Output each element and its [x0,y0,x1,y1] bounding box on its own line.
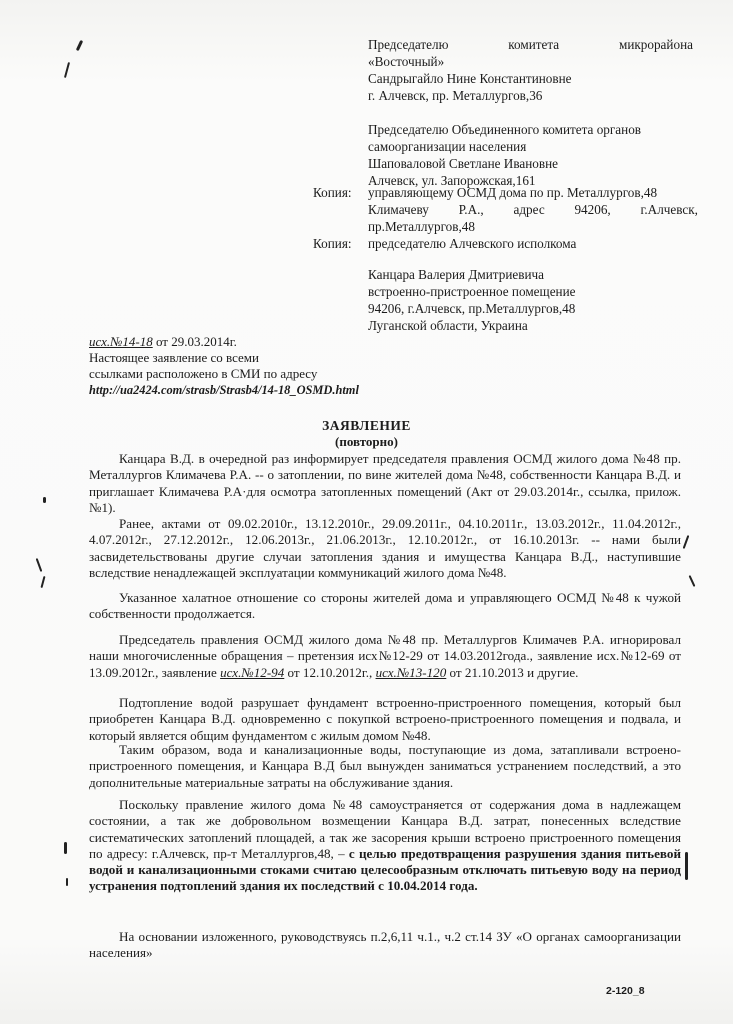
outgoing-number-link: исх.№13-120 [375,664,447,680]
copy-word: г.Алчевск, [640,202,698,217]
document-subtitle: (повторно) [335,434,398,449]
reference-number-line [89,334,359,350]
body-paragraph-2 [89,516,681,581]
paragraph-segment: от 21.10.2013 и другие. [446,664,579,680]
copy-text: управляющему ОСМД дома по пр. Металлургов,48 [368,185,658,200]
margin-pen-mark [64,62,70,78]
copy-recipient-ispolkom [313,235,698,252]
addressee-committee-vostochny [368,36,693,104]
addressee-line [368,36,693,53]
sender-line: 94206, г.Алчевск, пр.Металлургов,48 [368,301,576,316]
copy-word: адрес [513,202,545,217]
margin-pen-mark [40,576,45,588]
paragraph-text: Таким образом, вода и канализационные воды, поступающие из дома, затапливали встроено-пристроенного помещения, и Канцара В.Д был вынужден заниматься устранением последствий, а это дополнительные материальные затраты на обслуживание здания. [89,742,681,790]
margin-pen-mark [64,842,67,854]
copy-word: Климачеву [368,202,429,217]
footer-code: 2-120_8 [606,985,645,997]
addressee-line: Сандрыгайло Нине Константиновне [368,71,572,86]
addressee-united-committee [368,121,693,189]
reference-block [89,334,359,398]
addressee-line: Председателю Объединенного комитета органов [368,122,642,137]
copy-text: председателю Алчевского исполкома [368,236,577,251]
margin-pen-mark [689,575,696,587]
copy-line [313,201,698,218]
paragraph-text: Ранее, актами от 09.02.2010г., 13.12.2010г., 29.09.2011г., 04.10.2011г., 13.03.2012г., 11.04.2012г., 4.07.2012г., 27.12.2012г., 12.06.2013г., 21.06.2013г., 12.10.2012г., от 16.10.2013г. -- нами были засвидетельствованы другие случаи затопления здания и имущества Канцара В.Д., наступившие вследствие ненадлежащей эксплуатации коммуникаций жилого дома №48. [89,516,681,580]
margin-pen-mark [685,852,688,880]
addressee-line: «Восточный» [368,54,445,69]
paragraph-text [89,632,681,681]
paragraph-text: Канцара В.Д. в очередной раз информирует председателя правления ОСМД жилого дома №48 пр. Металлургов Климачева Р.А. -- о затоплении, по вине жителей дома №48, собственности Канцара В.Д. и приглашает Климачева Р.А·для осмотра затопленных помещений (Акт от 29.03.2014г., ссылка, прилож.№1). [89,451,681,515]
body-paragraph-3 [89,590,681,623]
addressee-line: г. Алчевск, пр. Металлургов,36 [368,88,543,103]
body-paragraph-6 [89,742,681,791]
addressee-line: Алчевск, ул. Запорожская,161 [368,173,536,188]
margin-pen-mark [36,558,43,572]
sender-line: Луганской области, Украина [368,318,528,333]
document-title: ЗАЯВЛЕНИЕ [322,418,411,433]
reference-note: Настоящее заявление со всеми [89,350,259,365]
addressee-word: комитета [508,37,560,52]
sender-line: Канцара Валерия Дмитриевича [368,267,544,282]
paragraph-bold-segment: с целью предотвращения разрушения здания питьевой водой и канализационными стоками считаю целесообразным отключать питьевую воду на период устранения подтоплений здания их последствий с 10.04.2014 года. [89,845,681,894]
paragraph-segment: от 12.10.2012г., [284,664,376,680]
addressee-line: Шаповаловой Светлане Ивановне [368,156,559,171]
copy-label: Копия: [313,236,352,251]
outgoing-number-link: исх.№12-94 [220,664,285,680]
margin-pen-mark [66,878,68,886]
copy-line [313,235,698,252]
addressee-word: микрорайона [618,37,693,52]
margin-pen-mark [43,497,46,503]
paragraph-text: Подтопление водой разрушает фундамент встроенно-пристроенного помещения, который был приобретен Канцара В.Д. одновременно с покупкой встроено-пристроенного помещения и подвала, и который является общим фундаментом с жилым домом №48. [89,695,681,743]
margin-pen-mark [683,535,690,549]
margin-pen-mark [76,40,83,51]
body-paragraph-8 [89,929,681,962]
addressee-word: Председателю [368,37,449,52]
copy-word: Р.А., [458,202,484,217]
paragraph-text: Указанное халатное отношение со стороны жителей дома и управляющего ОСМД №48 к чужой собственности продолжается. [89,590,681,622]
reference-number: исх.№14-18 [89,334,153,349]
sender-line: встроенно-пристроенное помещение [368,284,576,299]
reference-note: ссылками расположено в СМИ по адресу [89,366,318,381]
paragraph-segment: Поскольку правление жилого дома №48 самоустраняется от содержания дома в надлежащем состоянии, а так же добровольном возмещении Канцара В.Д. затрат, понесенных вследствие систематических затоплений площадей, а так же засорения крыши встроено пристроенного помещения по адресу: г.Алчевск, пр-т Металлургов,48, – [89,797,681,861]
copy-recipient-osmd [313,184,698,235]
body-paragraph-1 [89,451,681,516]
paragraph-text: На основании изложенного, руководствуясь п.2,6,11 ч.1., ч.2 ст.14 ЗУ «О органах самоорганизации населения» [89,929,681,961]
reference-url[interactable]: http://ua2424.com/strasb/Strasb4/14-18_OSMD.html [89,383,359,397]
copy-justified-line [368,201,698,218]
copy-word: 94206, [574,202,611,217]
sender-block [368,266,693,334]
body-paragraph-7 [89,797,681,895]
body-paragraph-5 [89,695,681,744]
addressee-line: самоорганизации населения [368,139,527,154]
copy-label: Копия: [313,185,352,200]
reference-date: от 29.03.2014г. [152,334,237,349]
paragraph-text [89,797,681,895]
body-paragraph-4 [89,632,681,681]
copy-line [313,184,698,201]
paragraph-segment: Председатель правления ОСМД жилого дома №48 пр. Металлургов Климачев Р.А. игнорировал наши многочисленные обращения – претензия исх№12-29 от 14.03.2012года., заявление исх.№12-69 от 13.09.2012г., заявление [89,632,681,680]
copy-line: пр.Металлургов,48 [368,219,475,234]
